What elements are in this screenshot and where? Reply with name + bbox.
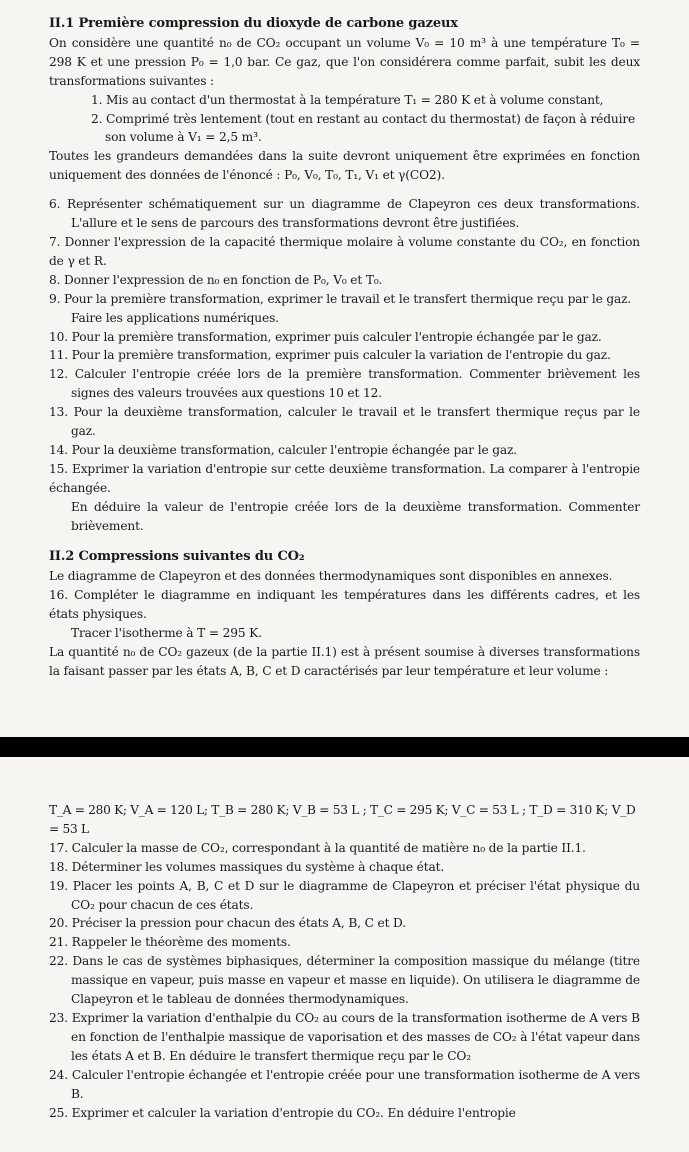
question-item: 22. Dans le cas de systèmes biphasiques, déterminer la composition massique du mélange (titre massique en vapeur, puis masse en vapeur et masse en liquide). On utilisera le diagramme de Clapeyron et le tableau de données thermodynamiques. <box>49 954 640 1007</box>
question-item: 9. Pour la première transformation, exprimer le travail et le transfert thermique reçu par le gaz. <box>49 291 632 306</box>
question-item: 7. Donner l'expression de la capacité thermique molaire à volume constante du CO₂, en fonction de γ et R. <box>49 234 640 268</box>
intro-paragraph: On considère une quantité n₀ de CO₂ occupant un volume V₀ = 10 m³ à une température T₀ = 298 K et une pression P₀ = 1,0 bar. Ce gaz, que l'on considérera comme parfait, subit les deux transformations suivantes : <box>49 35 640 88</box>
question-item: 20. Préciser la pression pour chacun des états A, B, C et D. <box>49 916 406 931</box>
question-item: 18. Déterminer les volumes massiques du système à chaque état. <box>49 859 445 874</box>
data-note: Toutes les grandeurs demandées dans la suite devront uniquement être exprimées en fonction uniquement des données de l'énoncé : P₀, V₀, T₀, T₁, V₁ et γ(CO2). <box>49 149 640 183</box>
transformation-list <box>49 91 640 148</box>
question-item: 25. Exprimer et calculer la variation d'entropie du CO₂. En déduire l'entropie <box>49 1105 516 1120</box>
section2-intro: Le diagramme de Clapeyron et des données thermodynamiques sont disponibles en annexes. <box>49 569 613 584</box>
question-item: 14. Pour la deuxième transformation, calculer l'entropie échangée par le gaz. <box>49 442 517 457</box>
section-title-ii2: II.2 Compressions suivantes du CO₂ <box>49 549 305 565</box>
question-item: 11. Pour la première transformation, exprimer puis calculer la variation de l'entropie du gaz. <box>49 348 611 363</box>
question-continuation: Tracer l'isotherme à T = 295 K. <box>71 626 262 641</box>
question-item: 6. Représenter schématiquement sur un diagramme de Clapeyron ces deux transformations. L'allure et le sens de parcours des transformations devront être justifiées. <box>49 197 640 231</box>
document-page-2 <box>0 757 689 1152</box>
question-item: 12. Calculer l'entropie créée lors de la première transformation. Commenter brièvement les signes des valeurs trouvées aux questions 10 et 12. <box>49 367 640 401</box>
question-item: 16. Compléter le diagramme en indiquant les températures dans les différents cadres, et les états physiques. <box>49 588 640 622</box>
question-item: 8. Donner l'expression de n₀ en fonction de P₀, V₀ et T₀. <box>49 272 383 287</box>
question-continuation: En déduire la valeur de l'entropie créée lors de la deuxième transformation. Commenter brièvement. <box>71 499 640 533</box>
question-item: 15. Exprimer la variation d'entropie sur cette deuxième transformation. La comparer à l'entropie échangée. <box>49 461 640 495</box>
question-continuation: Faire les applications numériques. <box>71 310 279 325</box>
question-item: 19. Placer les points A, B, C et D sur le diagramme de Clapeyron et préciser l'état physique du CO₂ pour chacun de ces états. <box>49 878 640 912</box>
state-values: T_A = 280 K; V_A = 120 L; T_B = 280 K; V_B = 53 L ; T_C = 295 K; V_C = 53 L ; T_D = 310 K; V_D = 53 L <box>49 803 636 836</box>
section2-paragraph: La quantité n₀ de CO₂ gazeux (de la partie II.1) est à présent soumise à diverses transformations la faisant passer par les états A, B, C et D caractérisés par leur température et leur volume : <box>49 645 640 678</box>
question-item: 23. Exprimer la variation d'enthalpie du CO₂ au cours de la transformation isotherme de A vers B en fonction de l'enthalpie massique de vaporisation et des masses de CO₂ à l'état vapeur dans les états A et B. En déduire le transfert thermique reçu par le CO₂ <box>49 1010 640 1063</box>
question-item: 21. Rappeler le théorème des moments. <box>49 935 291 950</box>
section-title-ii1: II.1 Première compression du dioxyde de carbone gazeux <box>49 16 458 31</box>
transformation-item: 2. Comprimé très lentement (tout en restant au contact du thermostat) de façon à réduire son volume à V₁ = 2,5 m³. <box>91 111 636 145</box>
question-item: 24. Calculer l'entropie échangée et l'entropie créée pour une transformation isotherme de A vers B. <box>49 1067 640 1101</box>
question-item: 13. Pour la deuxième transformation, calculer le travail et le transfert thermique reçus par le gaz. <box>49 405 640 439</box>
question-item: 10. Pour la première transformation, exprimer puis calculer l'entropie échangée par le gaz. <box>49 329 602 344</box>
transformation-item: 1. Mis au contact d'un thermostat à la température T₁ = 280 K et à volume constant, <box>91 92 604 107</box>
question-item: 17. Calculer la masse de CO₂, correspondant à la quantité de matière n₀ de la partie II.1. <box>49 840 586 855</box>
